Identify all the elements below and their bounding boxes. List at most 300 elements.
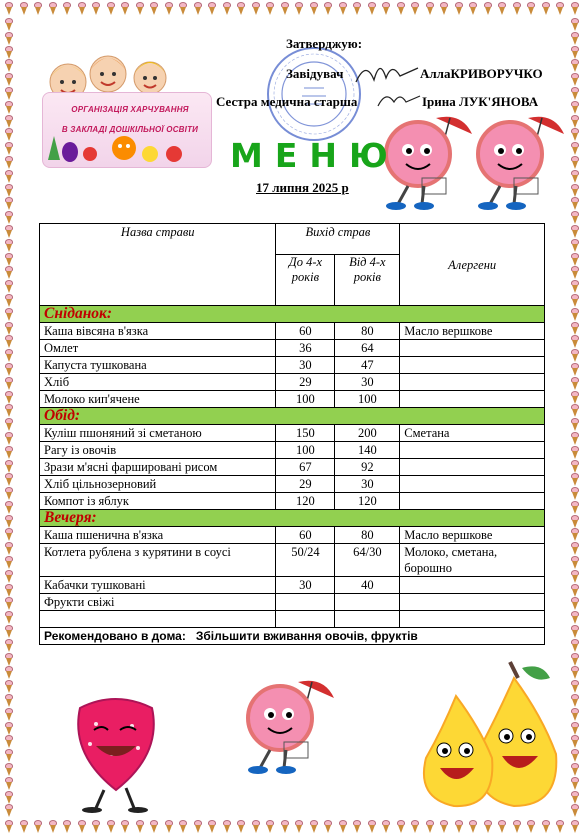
ice-cream-icon [570,418,580,431]
allergen [400,594,545,611]
ice-cream-icon [4,515,14,528]
ice-cream-icon [570,722,580,735]
ice-cream-icon [265,2,275,15]
ice-cream-icon [4,335,14,348]
ice-cream-icon [367,820,377,833]
section-title: Вечеря: [40,510,545,527]
portion-under-4: 30 [276,577,335,594]
ice-cream-icon [77,820,87,833]
ice-cream-icon [4,308,14,321]
ice-cream-icon [570,59,580,72]
ice-cream-icon [4,32,14,45]
ice-cream-icon [338,2,348,15]
ice-cream-icon [570,556,580,569]
ice-cream-icon [367,2,377,15]
allergen [400,459,545,476]
ice-cream-icon [106,2,116,15]
dish-name: Молоко кип'ячене [40,391,276,408]
ice-cream-icon [4,197,14,210]
dish-name: Каша пшенична в'язка [40,527,276,544]
ice-cream-icon [4,418,14,431]
ice-cream-icon [570,73,580,86]
ice-cream-icon [570,473,580,486]
table-row [40,544,545,577]
head-role: Завідувач [286,66,344,81]
ice-cream-icon [570,32,580,45]
dish-name: Куліш пшоняний зі сметаною [40,425,276,442]
ice-cream-icon [4,128,14,141]
ice-cream-icon [570,2,580,15]
table-header-row [40,224,545,255]
head-name: АллаКРИВОРУЧКО [420,66,543,81]
portion-under-4: 150 [276,425,335,442]
ice-cream-icon [570,432,580,445]
header-output: Вихід страв [276,224,400,255]
ice-cream-icon [439,820,449,833]
allergen: Масло вершкове [400,527,545,544]
ice-cream-icon [265,820,275,833]
ice-cream-icon [4,184,14,197]
dish-name: Кабачки тушковані [40,577,276,594]
ice-cream-icon [178,820,188,833]
ice-cream-icon [4,18,14,31]
ice-cream-icon [570,184,580,197]
ice-cream-icon [570,625,580,638]
page-title: МЕНЮ [230,136,400,175]
ice-cream-icon [570,239,580,252]
ice-cream-icon [570,666,580,679]
head-signature-icon [352,54,422,90]
portion-under-4: 29 [276,374,335,391]
ice-cream-icon [4,404,14,417]
ice-cream-icon [570,294,580,307]
ice-cream-icon [4,653,14,666]
ice-cream-icon [570,156,580,169]
ice-cream-icon [570,804,580,817]
ice-cream-icon [338,820,348,833]
ice-cream-icon [77,2,87,15]
ice-cream-icon [135,2,145,15]
ice-cream-icon [4,115,14,128]
portion-under-4: 36 [276,340,335,357]
portion-over-4: 30 [335,374,400,391]
ice-cream-icon [454,2,464,15]
ice-cream-icon [570,460,580,473]
allergen [400,357,545,374]
logo-line2: В ЗАКЛАДІ ДОШКІЛЬНОЇ ОСВІТИ [61,125,199,134]
ice-cream-icon [19,2,29,15]
ice-cream-icon [483,2,493,15]
ice-cream-icon [309,820,319,833]
ice-cream-icon [570,46,580,59]
ice-cream-icon [570,501,580,514]
ice-cream-icon [236,2,246,15]
ice-cream-icon [570,101,580,114]
ice-cream-icon [570,446,580,459]
ice-cream-border-bottom [4,820,580,834]
menu-date: 17 липня 2025 р [256,180,349,195]
ice-cream-icon [207,820,217,833]
ice-cream-icon [570,515,580,528]
section-title: Обід: [40,408,545,425]
ice-cream-icon [4,266,14,279]
dish-name: Фрукти свіжі [40,594,276,611]
ice-cream-icon [4,487,14,500]
spacer [186,629,196,643]
ice-cream-icon [570,197,580,210]
table-row [40,357,545,374]
table-row [40,594,545,611]
ice-cream-icon [48,820,58,833]
ice-cream-icon [91,820,101,833]
ice-cream-icon [570,363,580,376]
section-title: Сніданок: [40,306,545,323]
portion-over-4: 64/30 [335,544,400,577]
ice-cream-icon [570,570,580,583]
portion-under-4: 60 [276,323,335,340]
recommendation-text: Збільшити вживання овочів, фруктів [195,629,418,643]
dish-name: Каша вівсяна в'язка [40,323,276,340]
section-row [40,510,545,527]
dish-name [40,611,276,628]
ice-cream-icon [4,87,14,100]
ice-cream-icon [512,2,522,15]
ice-cream-icon [149,820,159,833]
ice-cream-icon [4,363,14,376]
ice-cream-icon [4,820,14,833]
portion-under-4: 67 [276,459,335,476]
ice-cream-icon [541,2,551,15]
ice-cream-icon [570,791,580,804]
ice-cream-icon [164,2,174,15]
dish-name: Котлета рублена з курятини в соусі [40,544,276,577]
section-row [40,408,545,425]
recommendation-cell [40,628,545,645]
portion-over-4: 200 [335,425,400,442]
ice-cream-icon [570,391,580,404]
ice-cream-icon [555,2,565,15]
nutrition-logo [28,40,212,170]
ice-cream-icon [570,680,580,693]
ice-cream-icon [4,460,14,473]
ice-cream-icon [4,101,14,114]
ice-cream-icon [570,280,580,293]
portion-over-4: 120 [335,493,400,510]
header-age-over-4: Від 4-х років [335,255,400,306]
ice-cream-icon [526,820,536,833]
allergen [400,577,545,594]
dish-name: Хліб цільнозерновий [40,476,276,493]
ice-cream-icon [352,2,362,15]
ice-cream-icon [425,2,435,15]
menu-table [39,223,545,645]
ice-cream-icon [4,239,14,252]
table-row [40,577,545,594]
ice-cream-icon [468,820,478,833]
ice-cream-icon [294,820,304,833]
ice-cream-icon [4,446,14,459]
ice-cream-icon [4,556,14,569]
portion-over-4: 140 [335,442,400,459]
ice-cream-icon [4,570,14,583]
ice-cream-icon [512,820,522,833]
table-row [40,527,545,544]
ice-cream-icon [570,404,580,417]
ice-cream-icon [570,18,580,31]
portion-under-4: 120 [276,493,335,510]
ice-cream-icon [4,377,14,390]
ice-cream-icon [135,820,145,833]
portion-over-4: 100 [335,391,400,408]
ice-cream-icon [4,542,14,555]
dish-name: Компот із яблук [40,493,276,510]
ice-cream-icon [280,820,290,833]
ice-cream-icon [439,2,449,15]
ice-cream-icon [193,820,203,833]
allergen [400,476,545,493]
ice-cream-icon [570,335,580,348]
ice-cream-icon [323,2,333,15]
portion-under-4: 100 [276,391,335,408]
table-row [40,611,545,628]
header-age-under-4: До 4-х років [276,255,335,306]
ice-cream-icon [178,2,188,15]
ice-cream-icon [381,820,391,833]
ice-cream-icon [62,2,72,15]
ice-cream-icon [251,820,261,833]
table-row [40,459,545,476]
allergen: Масло вершкове [400,323,545,340]
ice-cream-icon [570,266,580,279]
ice-cream-icon [4,322,14,335]
allergen [400,391,545,408]
allergen [400,611,545,628]
portion-over-4 [335,594,400,611]
recommendation-label: Рекомендовано в дома: [44,629,186,643]
ice-cream-icon [280,2,290,15]
ice-cream-icon [541,820,551,833]
table-row [40,425,545,442]
ice-cream-icon [4,432,14,445]
header-dish-name: Назва страви [40,224,276,306]
ice-cream-icon [251,2,261,15]
ice-cream-icon [570,308,580,321]
ice-cream-icon [164,820,174,833]
ice-cream-icon [4,680,14,693]
ice-cream-icon [4,142,14,155]
ice-cream-icon [352,820,362,833]
ice-cream-icon [4,666,14,679]
portion-under-4: 100 [276,442,335,459]
ice-cream-icon [207,2,217,15]
ice-cream-icon [4,473,14,486]
ice-cream-icon [4,749,14,762]
portion-under-4 [276,611,335,628]
ice-cream-icon [570,528,580,541]
portion-under-4: 30 [276,357,335,374]
ice-cream-icon [570,142,580,155]
ice-cream-icon [4,597,14,610]
section-row [40,306,545,323]
ice-cream-icon [570,322,580,335]
ice-cream-icon [570,777,580,790]
vegetables-icon [28,40,212,170]
ice-cream-icon [4,59,14,72]
ice-cream-icon [4,625,14,638]
ice-cream-icon [48,2,58,15]
ice-cream-icon [4,501,14,514]
ice-cream-icon [4,349,14,362]
allergen: Молоко, сметана, борошно [400,544,545,577]
ice-cream-icon [410,820,420,833]
ice-cream-icon [149,2,159,15]
ice-cream-icon [193,2,203,15]
dish-name: Омлет [40,340,276,357]
ice-cream-icon [570,225,580,238]
portion-under-4: 60 [276,527,335,544]
ice-cream-icon [33,820,43,833]
portion-over-4: 47 [335,357,400,374]
portion-over-4: 80 [335,323,400,340]
portion-over-4: 40 [335,577,400,594]
recommendation-row [40,628,545,645]
dish-name: Рагу із овочів [40,442,276,459]
ice-cream-icon [4,294,14,307]
ice-cream-icon [4,253,14,266]
strawberry-mascot-icon [60,694,170,814]
ice-cream-icon [62,820,72,833]
ice-cream-icon [570,542,580,555]
dish-name: Зрази м'ясні фаршировані рисом [40,459,276,476]
ice-cream-icon [570,597,580,610]
ice-cream-icon [309,2,319,15]
ice-cream-icon [4,791,14,804]
ice-cream-icon [4,611,14,624]
logo-line1: ОРГАНІЗАЦІЯ ХАРЧУВАННЯ [71,105,189,114]
ice-cream-icon [570,211,580,224]
allergen: Сметана [400,425,545,442]
ice-cream-icon [4,777,14,790]
ice-cream-icon [4,170,14,183]
ice-cream-icon [33,2,43,15]
ice-cream-icon [236,820,246,833]
table-row [40,374,545,391]
allergen [400,493,545,510]
ice-cream-icon [91,2,101,15]
ice-cream-icon [4,156,14,169]
table-row [40,340,545,357]
ice-cream-icon [570,735,580,748]
ice-cream-icon [570,611,580,624]
ice-cream-icon [468,2,478,15]
table-row [40,323,545,340]
ice-cream-icon [425,820,435,833]
ice-cream-icon [410,2,420,15]
ice-cream-icon [570,349,580,362]
portion-over-4: 80 [335,527,400,544]
table-row [40,391,545,408]
portion-under-4: 29 [276,476,335,493]
ice-cream-icon [4,280,14,293]
allergen [400,442,545,459]
dish-name: Хліб [40,374,276,391]
approval-heading: Затверджую: [286,36,363,51]
ice-cream-border-left [2,18,16,818]
ice-cream-icon [483,820,493,833]
ice-cream-icon [106,820,116,833]
ice-cream-icon [120,820,130,833]
ice-cream-icon [4,211,14,224]
ice-cream-icon [4,391,14,404]
portion-over-4: 30 [335,476,400,493]
ice-cream-icon [381,2,391,15]
table-row [40,442,545,459]
ice-cream-icon [396,2,406,15]
ice-cream-icon [4,584,14,597]
ice-cream-icon [4,708,14,721]
ice-cream-icon [4,763,14,776]
allergen [400,374,545,391]
nurse-role: Сестра медична старша [216,94,358,109]
ice-cream-icon [4,73,14,86]
ice-cream-icon [570,487,580,500]
ice-cream-icon [454,820,464,833]
ice-cream-icon [294,2,304,15]
ice-cream-icon [4,694,14,707]
ice-cream-icon [4,639,14,652]
ice-cream-icon [497,820,507,833]
ice-cream-border-right [568,18,582,818]
dish-name: Капуста тушкована [40,357,276,374]
ice-cream-icon [570,128,580,141]
table-row [40,493,545,510]
ice-cream-icon [4,804,14,817]
ice-cream-icon [4,225,14,238]
ice-cream-icon [4,46,14,59]
grapefruit-mascot-icon [240,672,338,776]
portion-over-4: 64 [335,340,400,357]
ice-cream-icon [555,820,565,833]
ice-cream-icon [570,694,580,707]
ice-cream-icon [570,170,580,183]
ice-cream-icon [19,820,29,833]
ice-cream-icon [570,763,580,776]
nurse-name: Ірина ЛУК'ЯНОВА [422,94,539,109]
ice-cream-icon [497,2,507,15]
ice-cream-icon [222,820,232,833]
ice-cream-icon [570,639,580,652]
ice-cream-icon [570,377,580,390]
portion-over-4: 92 [335,459,400,476]
header-allergens: Алергени [400,224,545,306]
ice-cream-icon [120,2,130,15]
ice-cream-icon [526,2,536,15]
ice-cream-icon [570,253,580,266]
ice-cream-icon [4,722,14,735]
ice-cream-border-top [4,2,580,16]
ice-cream-icon [4,528,14,541]
ice-cream-icon [4,2,14,15]
pear-mascot-icon [410,658,570,816]
portion-under-4: 50/24 [276,544,335,577]
ice-cream-icon [4,735,14,748]
ice-cream-icon [396,820,406,833]
portion-over-4 [335,611,400,628]
ice-cream-icon [222,2,232,15]
ice-cream-icon [570,584,580,597]
ice-cream-icon [323,820,333,833]
portion-under-4 [276,594,335,611]
